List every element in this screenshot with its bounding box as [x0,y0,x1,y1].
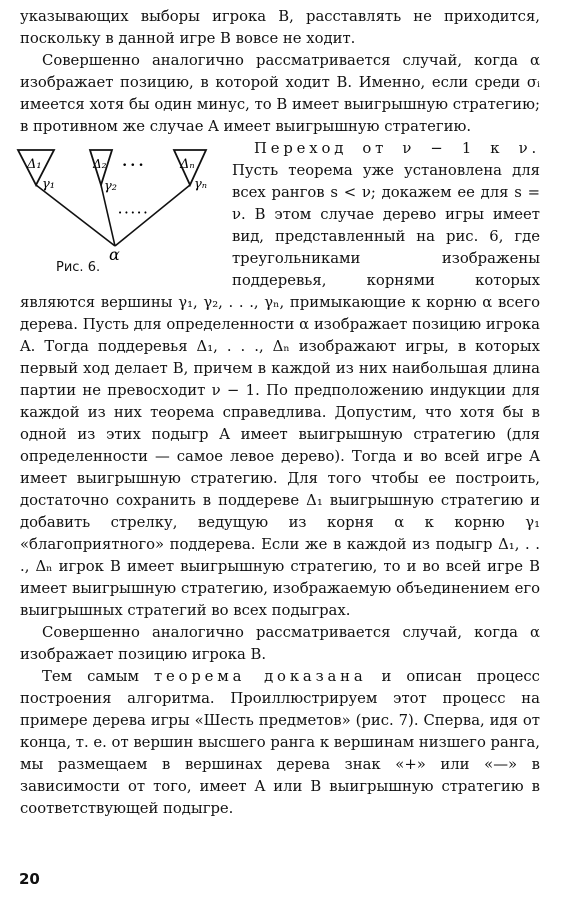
paragraph-1: указывающих выборы игрока B, расставлять не приходится, поскольку в данной игре B вовсе не ходит. [20,8,540,47]
dots-between-subtrees: • • • [122,161,144,171]
label-gamma1: γ₁ [42,177,55,192]
text-column [20,6,540,820]
paragraph-2: Совершенно аналогично рассматривается случай, когда α изображает позицию, в которой ходит B. Именно, если среди σᵢ имеется хотя бы один минус, то B имеет выигрышную стратегию; в противном же случае A имеет выигрышную стратегию. [20,52,540,135]
paragraph-5 [20,666,540,820]
figure-6 [14,142,224,292]
label-gamman: γₙ [194,177,208,192]
paragraph-4: Совершенно аналогично рассматривается случай, когда α изображает позицию игрока B. [20,624,540,663]
tree-diagram [14,142,224,292]
dots-between-edges: • • • • • [118,209,148,217]
figure-caption: Рис. 6. [56,260,101,275]
paragraph-3-start: Пусть теорема уже установлена для всех рангов s < ν; докажем ее для s = ν. В этом случае дерево игры имеет вид, представленный на рис. 6, где треугольниками изображены поддеревья, корнями которых являются вершины γ₁, γ₂, . . ., γₙ, примыкающие к корню α всего дерева. Пусть для определенности α изображает позицию игрока A. Тогда поддеревья Δ₁, . . ., Δₙ изображают игры, в которых первый ход делает B, причем в каждой из них наибольшая длина партии не превосходит ν − 1. По предположению индукции для каждой из них теорема справедлива. Допустим, что хотя бы в одной из этих подыгр A имеет выигрышную стратегию (для определенности — самое левое дерево). Тогда и во всей игре A имеет выигрышную стратегию. Для того чтобы ее построить, достаточно сохранить в поддереве Δ₁ выигрышную стратегию и добавить стрелку, ведущую из корня α к корню γ₁ «благоприятного» поддерева. Если же в каждой из подыгр Δ₁, . . ., Δₙ игрок B имеет выигрышную стратегию, то и во всей игре B имеет выигрышную стратегию, изображаемую объединением его выигрышных стратегий во всех подыграх. [20,162,540,619]
page-number: 20 [19,870,40,888]
label-deltan: Δₙ [180,157,195,172]
label-gamma2: γ₂ [104,179,117,194]
paragraph-5-lead: Тем самым [42,668,139,685]
section-heading: Переход от ν − 1 к ν. [254,140,540,157]
theorem-proved-phrase: теорема доказана [153,668,367,685]
label-delta2: Δ₂ [93,157,107,171]
label-root-alpha: α [109,245,120,264]
label-delta1: Δ₁ [27,157,42,172]
paragraph-5-rest: и описан процесс построения алгоритма. Проиллюстрируем этот процесс на примере дерева игры «Шесть предметов» (рис. 7). Сперва, идя от конца, т. е. от вершин высшего ранга к вершинам низшего ранга, мы размещаем в вершинах дерева знак «+» или «—» в зависимости от того, имеет A или B выигрышную стратегию в соответствующей подыгре. [20,668,540,817]
